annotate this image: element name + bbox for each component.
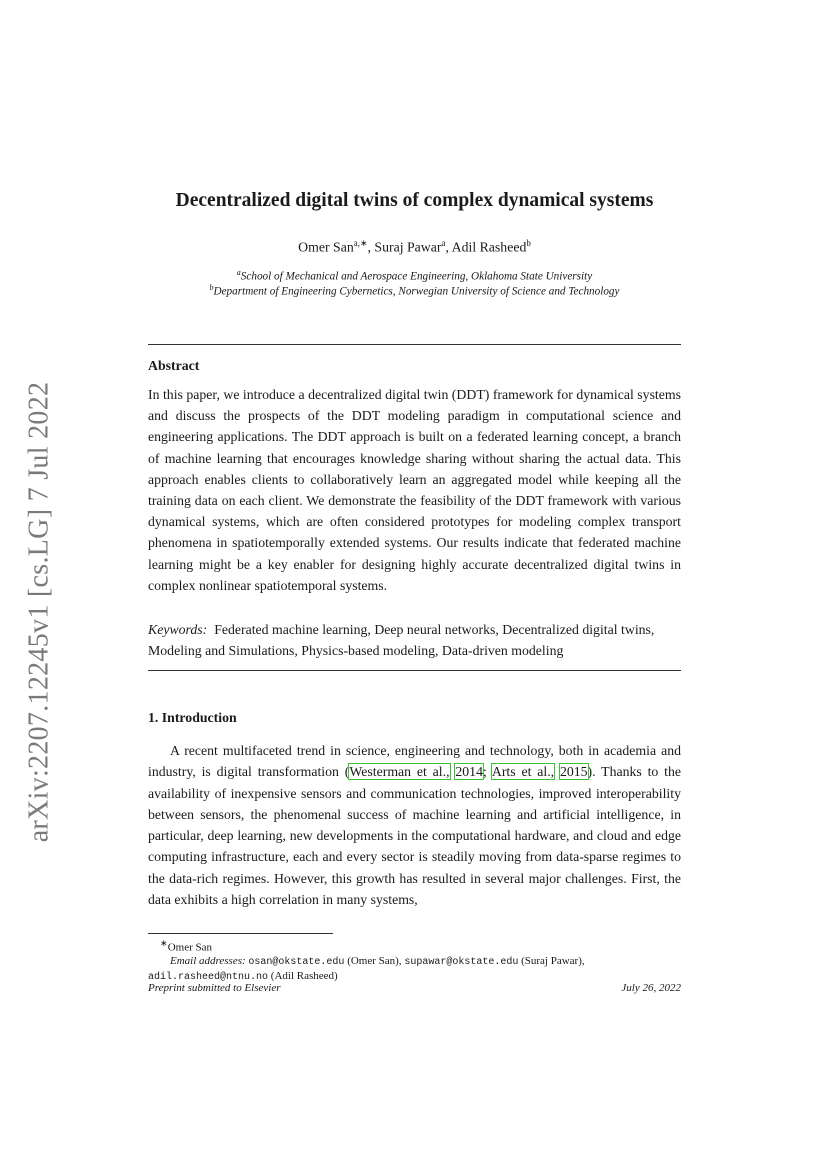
arxiv-sidebar [16, 380, 62, 844]
corresponding-author: Omer San [167, 941, 212, 954]
email-owner: (Omer San), [347, 955, 402, 968]
email-owner: (Adil Rasheed) [270, 969, 338, 982]
abstract-bottom-rule [148, 670, 681, 671]
citation-link-westerman-year[interactable]: 2014 [455, 764, 483, 780]
author-list: Omer San$^{a,∗}$, Suraj Pawar$^a$, Adil Rasheed$^b$ [298, 238, 531, 255]
preprint-notice: Preprint submitted to Elsevier [148, 982, 281, 994]
citation-link-arts-author[interactable]: Arts et al., [491, 764, 555, 780]
affiliation-mark: a [236, 268, 241, 277]
affiliation-text: Department of Engineering Cybernetics, Norwegian University of Science and Technology [213, 285, 620, 298]
keywords-text: Federated machine learning, Deep neural networks, Decentralized digital twins, Modeling and Simulations, Physics-based modeling, Data-driven modeling [148, 622, 655, 659]
abstract-heading: Abstract [148, 358, 200, 373]
citation-link-arts-year[interactable]: 2015 [559, 764, 588, 780]
email-label: Email addresses: [170, 955, 246, 968]
abstract-top-rule [148, 344, 681, 345]
section-heading-introduction: 1. Introduction [148, 710, 237, 725]
author-name: Omer San [298, 239, 354, 255]
author-marks: a,∗ [353, 238, 368, 248]
introduction-body [148, 740, 681, 910]
email-supawar[interactable]: supawar@okstate.edu [404, 957, 519, 969]
arxiv-identifier: arXiv:2207.12245v1 [cs.LG] 7 Jul 2022 [23, 381, 55, 843]
affiliation-b [148, 283, 681, 298]
affiliation-text: School of Mechanical and Aerospace Engineering, Oklahoma State University [240, 270, 593, 283]
email-owner: (Suraj Pawar), [521, 955, 585, 968]
footnote-rule [148, 933, 333, 934]
citation-separator: ; [482, 764, 492, 780]
affiliation-mark: b [209, 283, 214, 292]
abstract-body: In this paper, we introduce a decentralized digital twin (DDT) framework for dynamical systems and discuss the prospects of the DDT modeling paradigm in computational science and engineering applications. The DDT approach is built on a federated learning concept, a branch of machine learning that encourages knowledge sharing without sharing the actual data. This approach enables clients to collaboratively learn an aggregated model while keeping all the training data on each client. We demonstrate the feasibility of the DDT framework with various dynamical systems, which are often considered prototypes for modeling complex transport phenomena in spatiotemporally extended systems. Our results indicate that federated machine learning might be a key enabler for designing highly accurate decentralized digital twins in complex nonlinear spatiotemporal systems. [148, 387, 681, 593]
author-name: Adil Rasheed [451, 239, 527, 255]
paper-title: Decentralized digital twins of complex dynamical systems [175, 190, 654, 211]
preprint-footer [148, 982, 681, 994]
affiliation-a [148, 268, 681, 283]
citation-link-westerman-author[interactable]: Westerman et al., [349, 764, 450, 780]
author-marks: a [441, 238, 446, 248]
email-osan[interactable]: osan@okstate.edu [248, 957, 345, 969]
footnote-mark: ∗ [160, 938, 168, 948]
author-marks: b [526, 238, 531, 248]
footnote [148, 937, 681, 984]
footnote-emails [148, 955, 681, 970]
keywords [148, 619, 681, 661]
keywords-label: Keywords: [148, 622, 208, 637]
intro-text-after: ). Thanks to the availability of inexpensive sensors and communication technologies, improved interoperability between sensors, the phenomenal success of machine learning and artificial intelligence, in particular, deep learning, new developments in the computational hardware, and cloud and edge computing infrastructure, each and every sector is steadily moving from data-sparse regimes to the data-rich regimes. However, this growth has resulted in several major challenges. First, the data exhibits a high correlation in many systems, [148, 764, 681, 908]
preprint-date: July 26, 2022 [621, 982, 681, 994]
author-name: Suraj Pawar [374, 239, 442, 255]
footnote-corresponding [148, 937, 681, 955]
email-adil[interactable]: adil.rasheed@ntnu.no [148, 971, 269, 983]
intro-text-before: A recent multifaceted trend in science, engineering and technology, both in academia and industry, is digital transformation ( [148, 743, 681, 780]
